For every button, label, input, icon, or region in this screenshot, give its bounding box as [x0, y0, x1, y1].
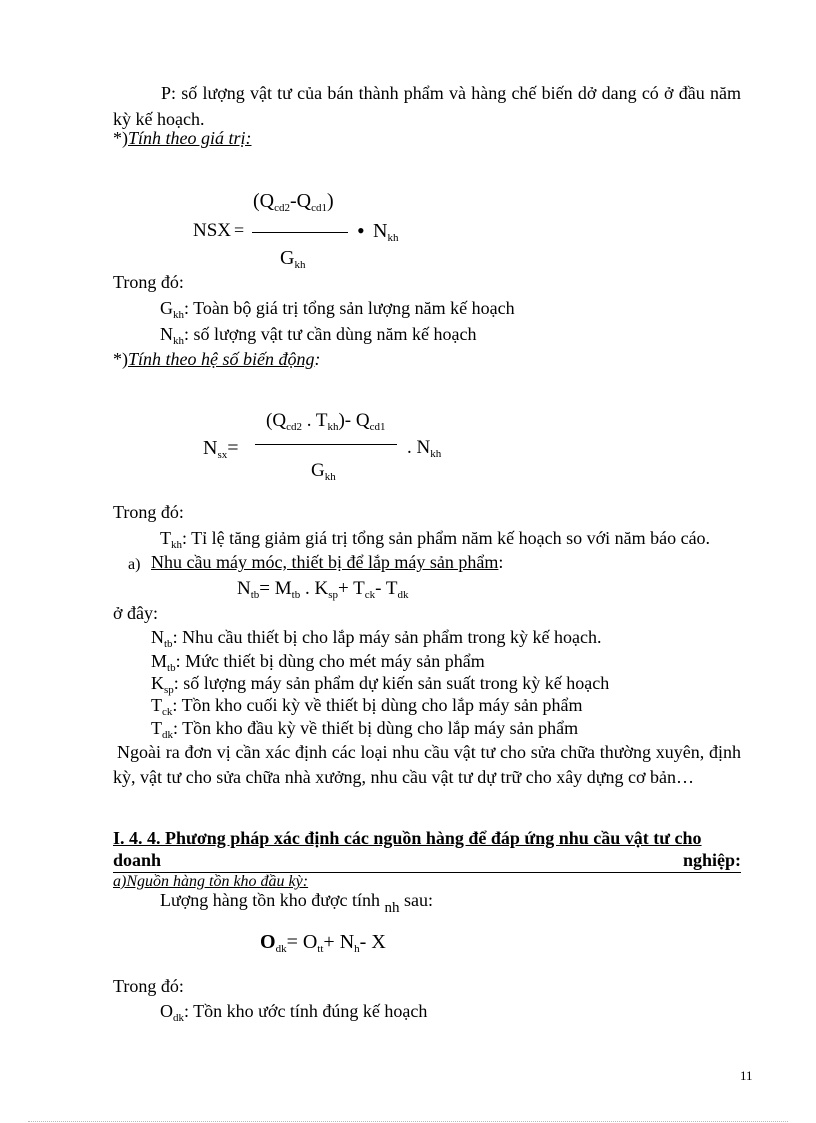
section-i44-title-line2: doanh nghiệp: — [113, 850, 741, 873]
section-a-item: $K_{sp}$: số lượng máy sản phẩm dự kiến sản suất trong kỳ kế hoạch — [151, 673, 610, 696]
formula1-fraction-bar — [252, 232, 348, 233]
heading-by-value: *)Tính theo giá trị: — [113, 128, 252, 148]
heading-by-coefficient: *)Tính theo hệ số biến động: — [113, 349, 321, 369]
page-bottom-divider — [28, 1121, 788, 1122]
section-a-item: $T_{dk}$: Tồn kho đầu kỳ về thiết bị dùng cho lắp máy sản phẩm — [151, 718, 579, 741]
section-i44-where-label: Trong đó: — [113, 976, 184, 996]
section-a-here: ở đây: — [113, 603, 159, 623]
formula1-eq: = — [234, 220, 245, 240]
formula1-lhs: NSX — [193, 220, 232, 241]
formula2-fraction-bar — [255, 444, 397, 445]
section-a-formula: $N_{tb}= M_{tb}$ . $K_{sp}+ T_{ck}-$ $T_{dk}$ — [237, 578, 409, 601]
where2-t-item: $T_{kh}$: Tỉ lệ tăng giảm giá trị tổng sản phẩm năm kế hoạch so với năm báo cáo. — [160, 528, 711, 551]
where1-n-item: $N_{kh}$: số lượng vật tư cần dùng năm kế hoạch — [160, 324, 477, 347]
formula2-numerator: ($Q_{cd2}$ . $T_{kh})-$ $Q_{cd1}$ — [266, 410, 386, 433]
formula2-rhs: . $N_{kh}$ — [407, 437, 442, 460]
intro-line1: P: số lượng vật tư của bán thành phẩm và hàng chế biến dở dang có ở đầu — [161, 83, 705, 103]
section-a-item: $T_{ck}$: Tồn kho cuối kỳ về thiết bị dùng cho lắp máy sản phẩm — [151, 695, 583, 718]
section-i44-subheading: a)Nguồn hàng tồn kho đầu kỳ: — [113, 873, 309, 890]
intro-line2: năm kỳ kế hoạch. — [113, 83, 741, 129]
page-number: 11 — [740, 1068, 753, 1083]
section-i44-line: Lượng hàng tồn kho được tính $_{nh}$ sau: — [160, 890, 434, 916]
formula2-denominator: $G_{kh}$ — [311, 460, 336, 483]
formula2-lhs: $N_{sx}=$ — [203, 437, 239, 461]
where1-g-item: $G_{kh}$: Toàn bộ giá trị tổng sản lượng năm kế hoạch — [160, 298, 515, 321]
where1-label: Trong đó: — [113, 272, 184, 292]
formula1-rhs: $N_{kh}$ — [373, 220, 399, 244]
formula1-numerator: $(Q_{cd2}-Q_{cd1})$ — [253, 190, 334, 214]
section-a-marker: a) — [128, 556, 141, 573]
section-a-item: $M_{tb}$: Mức thiết bị dùng cho mét máy sản phẩm — [151, 651, 485, 674]
where2-label: Trong đó: — [113, 502, 184, 522]
formula1-denominator: $G_{kh}$ — [280, 247, 306, 271]
section-i44-o-item: $O_{dk}$: Tồn kho ước tính đúng kế hoạch — [160, 1001, 428, 1024]
heading-by-value-text: Tính theo giá trị: — [128, 128, 252, 148]
section-i44-title-line1: I. 4. 4. Phương pháp xác định các nguồn hàng để đáp ứng nhu cầu vật tư cho — [113, 828, 702, 848]
section-i44-formula: $O_{dk}= O_{tt}+ N_h-$ X — [260, 931, 386, 955]
intro-paragraph — [113, 80, 741, 132]
section-a-paragraph: Ngoài ra đơn vị cần xác định các loại nhu cầu vật tư cho sửa chữa thường xuyên, định kỳ, vật tư cho sửa chữa nhà xưởng, nhu cầu vật tư dự trữ cho xây dựng cơ bản… — [113, 742, 741, 787]
formula1-mult: • — [357, 218, 365, 243]
section-a-title: Nhu cầu máy móc, thiết bị để lắp máy sản phẩm: — [151, 552, 504, 572]
section-a-item: $N_{tb}$: Nhu cầu thiết bị cho lắp máy sản phẩm trong kỳ kế hoạch. — [151, 627, 602, 650]
